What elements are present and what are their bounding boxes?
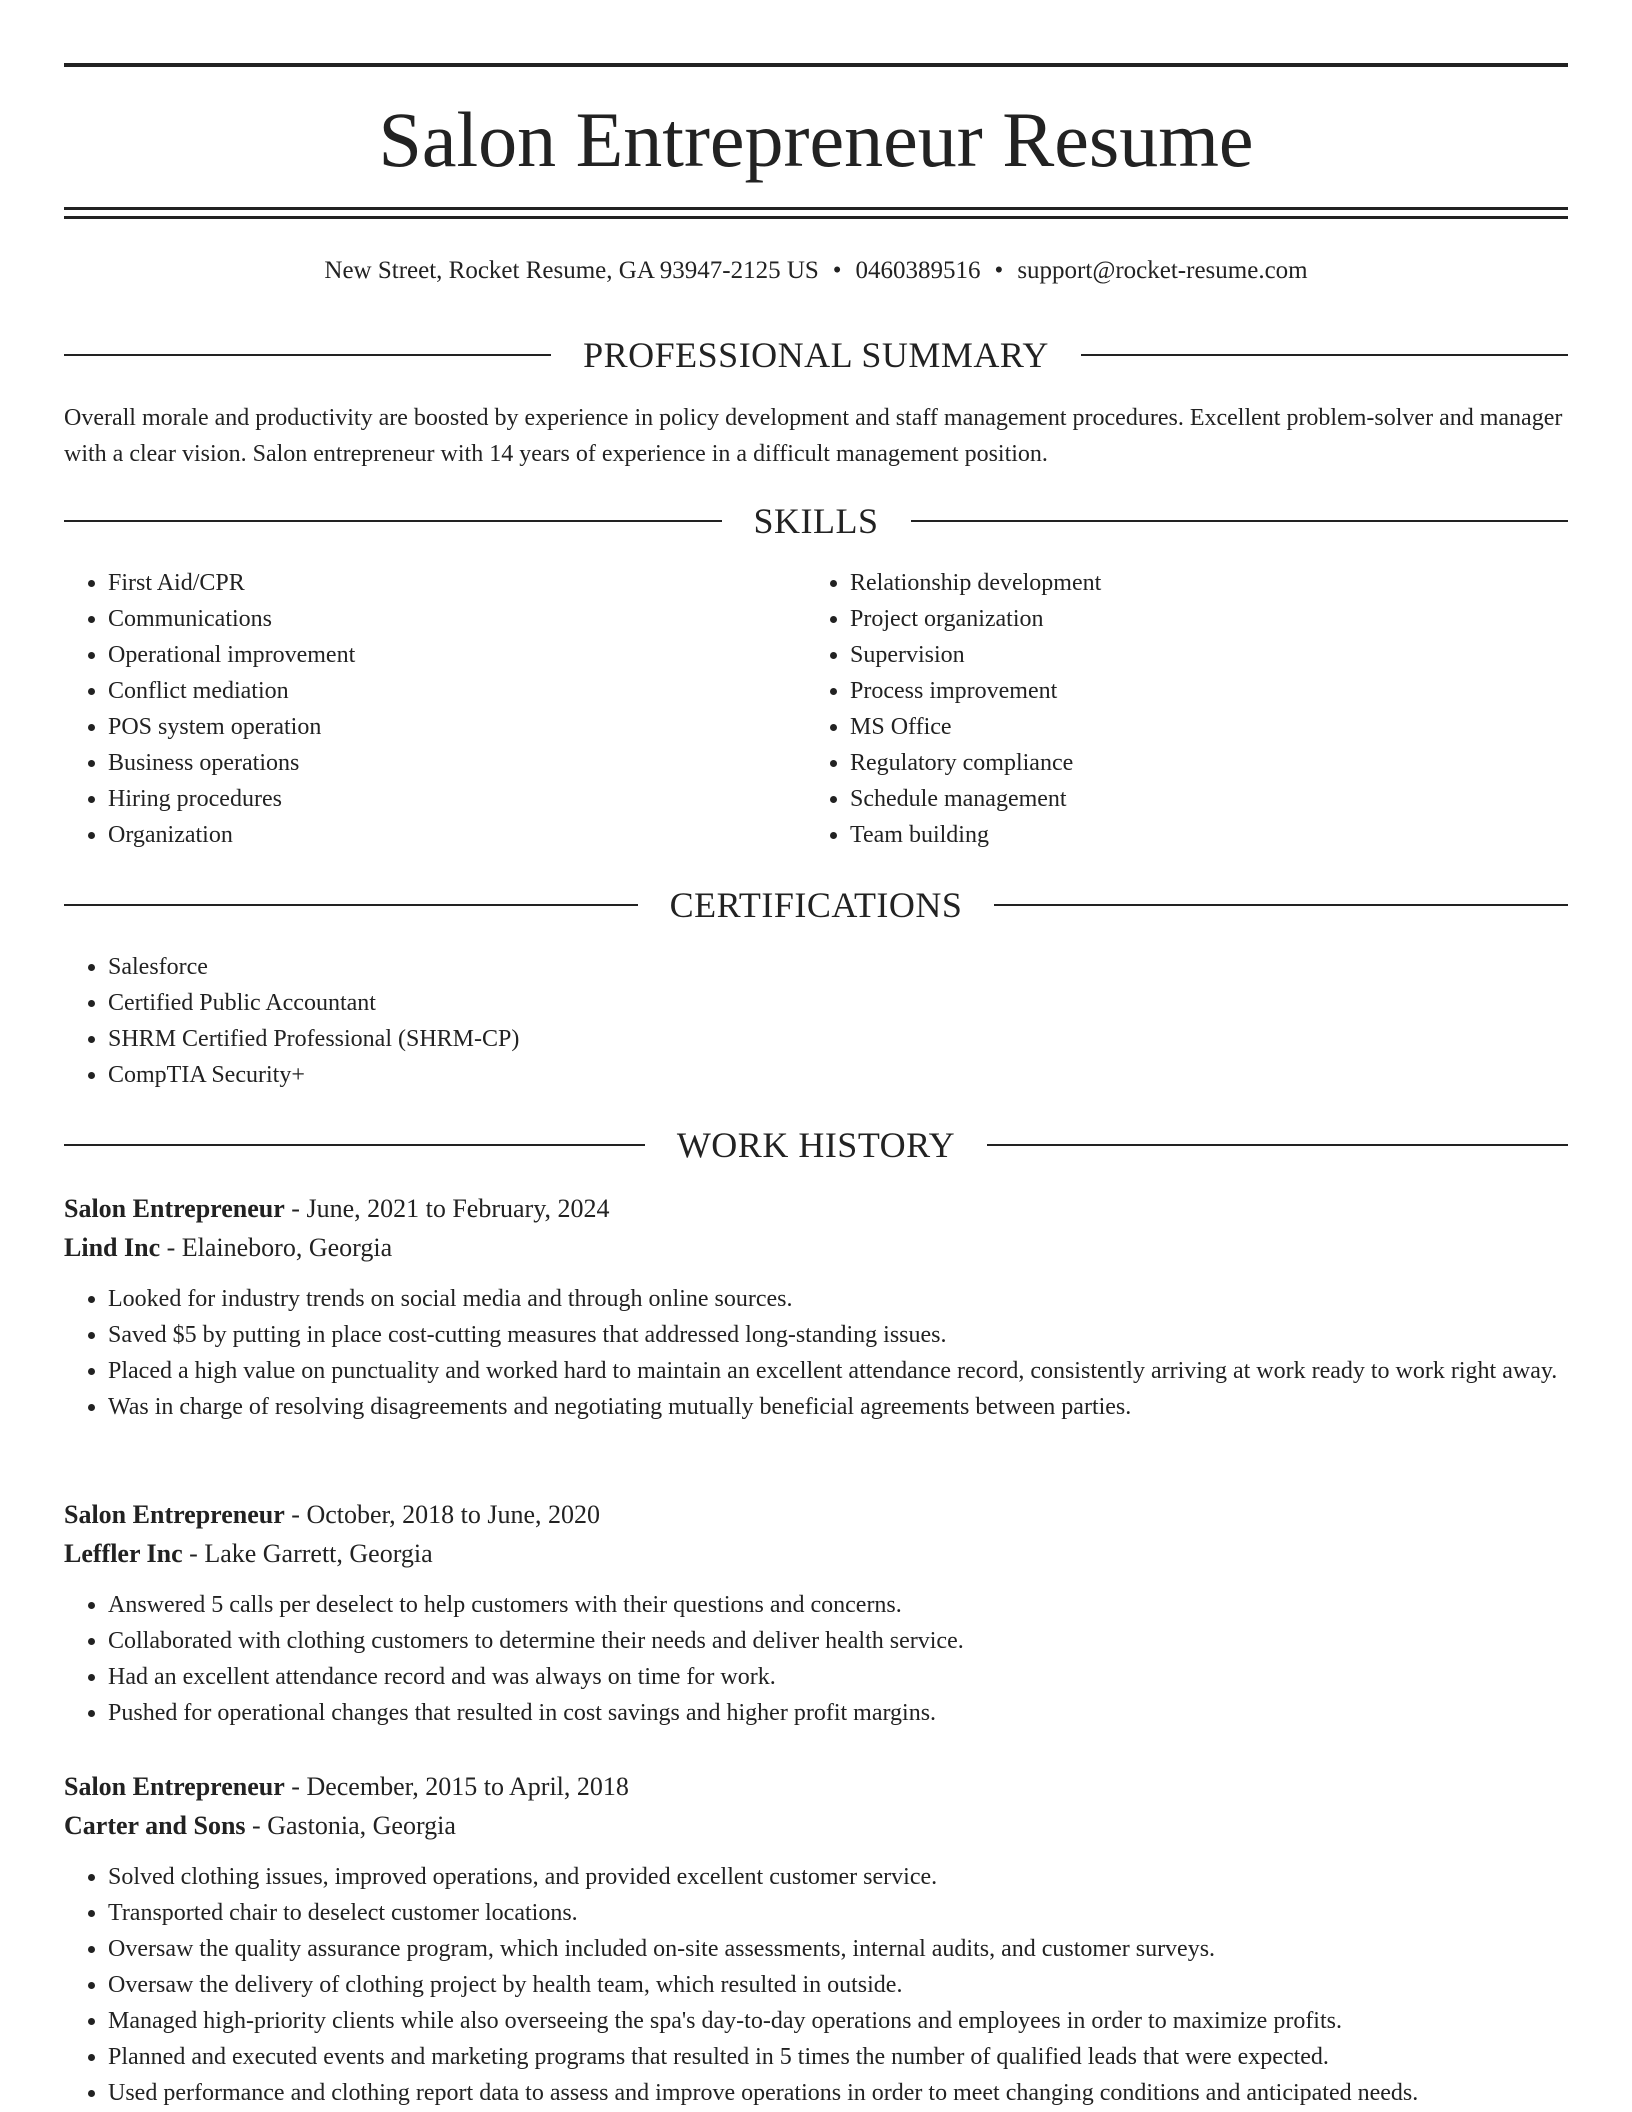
contact-phone: 0460389516 <box>855 257 981 284</box>
contact-email: support@rocket-resume.com <box>1017 257 1308 284</box>
job-company: Leffler Inc <box>64 1539 183 1568</box>
skill-item: • Process improvement <box>850 673 1566 709</box>
job-company-line <box>64 1806 1568 1845</box>
job-bullet: • Transported chair to deselect customer locations. <box>108 1895 1568 1931</box>
job-company: Carter and Sons <box>64 1811 246 1840</box>
job-bullet: • Was in charge of resolving disagreements and negotiating mutually beneficial agreements between parties. <box>108 1389 1568 1425</box>
skill-item: • Business operations <box>108 745 764 781</box>
certification-item: • Salesforce <box>108 949 1568 985</box>
skills-heading <box>64 499 1568 543</box>
job-bullet: • Oversaw the delivery of clothing project by health team, which resulted in outside. <box>108 1967 1568 2003</box>
heading-rule-right <box>987 1144 1568 1146</box>
job-bullet: • Used performance and clothing report data to assess and improve operations in order to meet changing conditions and anticipated needs. <box>108 2075 1568 2111</box>
skill-item: • Hiring procedures <box>108 781 764 817</box>
summary-heading <box>64 333 1568 377</box>
work-history-heading <box>64 1123 1568 1167</box>
job-entry <box>64 1189 1568 1425</box>
heading-rule-left <box>64 520 722 522</box>
skills-heading-label: SKILLS <box>753 501 879 541</box>
job-company-line <box>64 1228 1568 1267</box>
work-history-heading-label: WORK HISTORY <box>676 1125 956 1165</box>
resume-title: Salon Entrepreneur Resume <box>378 96 1254 183</box>
heading-rule-right <box>994 904 1568 906</box>
skill-item: • Communications <box>108 601 764 637</box>
job-entry <box>64 1495 1568 1731</box>
job-title: Salon Entrepreneur <box>64 1500 285 1529</box>
heading-rule-left <box>64 904 638 906</box>
certification-item: • Certified Public Accountant <box>108 985 1568 1021</box>
job-company: Lind Inc <box>64 1233 161 1262</box>
job-bullets <box>64 1587 1568 1731</box>
contact-line <box>64 254 1568 288</box>
top-rule <box>64 63 1568 67</box>
contact-separator: • <box>994 257 1004 284</box>
skill-item: • Regulatory compliance <box>850 745 1566 781</box>
job-bullet: • Placed a high value on punctuality and worked hard to maintain an excellent attendance record, consistently arriving at work ready to work right away. <box>108 1353 1568 1389</box>
skill-item: • Supervision <box>850 637 1566 673</box>
job-dates: - June, 2021 to February, 2024 <box>284 1194 610 1223</box>
job-dates: - October, 2018 to June, 2020 <box>284 1500 601 1529</box>
certification-item: • CompTIA Security+ <box>108 1057 1568 1093</box>
contact-address: New Street, Rocket Resume, GA 93947-2125 US <box>324 257 819 284</box>
skill-item: • Operational improvement <box>108 637 764 673</box>
certification-item: • SHRM Certified Professional (SHRM-CP) <box>108 1021 1568 1057</box>
job-company-line <box>64 1534 1568 1573</box>
job-bullet: • Collaborated with clothing customers to determine their needs and deliver health service. <box>108 1623 1568 1659</box>
skill-item: • Schedule management <box>850 781 1566 817</box>
heading-rule-left <box>64 354 551 356</box>
job-bullet: • Oversaw the quality assurance program, which included on-site assessments, internal audits, and customer surveys. <box>108 1931 1568 1967</box>
summary-heading-label: PROFESSIONAL SUMMARY <box>583 335 1049 375</box>
skills-column-right <box>806 565 1566 853</box>
job-bullets <box>64 1859 1568 2111</box>
skill-item: • POS system operation <box>108 709 764 745</box>
job-dates: - December, 2015 to April, 2018 <box>284 1772 629 1801</box>
contact-separator: • <box>832 257 842 284</box>
heading-rule-right <box>911 520 1569 522</box>
skill-item: • Conflict mediation <box>108 673 764 709</box>
job-location: - Gastonia, Georgia <box>245 1811 456 1840</box>
job-role-line <box>64 1767 1568 1806</box>
job-bullet: • Saved $5 by putting in place cost-cutting measures that addressed long-standing issues. <box>108 1317 1568 1353</box>
title-rule-upper <box>64 207 1568 210</box>
heading-rule-left <box>64 1144 645 1146</box>
skill-item: • Team building <box>850 817 1566 853</box>
skill-item: • First Aid/CPR <box>108 565 764 601</box>
job-bullet: • Pushed for operational changes that resulted in cost savings and higher profit margins. <box>108 1695 1568 1731</box>
job-role-line <box>64 1495 1568 1534</box>
job-bullet: • Solved clothing issues, improved operations, and provided excellent customer service. <box>108 1859 1568 1895</box>
certifications-heading <box>64 883 1568 927</box>
job-title: Salon Entrepreneur <box>64 1772 285 1801</box>
summary-text: Overall morale and productivity are boosted by experience in policy development and staff management procedures. Excellent problem-solver and manager with a clear vision. Salon entrepreneur with 14 years of experience in a difficult management position. <box>64 405 1563 467</box>
job-location: - Lake Garrett, Georgia <box>182 1539 433 1568</box>
skill-item: • Project organization <box>850 601 1566 637</box>
skills-column-left <box>64 565 764 853</box>
job-bullet: • Had an excellent attendance record and was always on time for work. <box>108 1659 1568 1695</box>
job-role-line <box>64 1189 1568 1228</box>
skill-item: • MS Office <box>850 709 1566 745</box>
job-bullet: • Looked for industry trends on social media and through online sources. <box>108 1281 1568 1317</box>
job-bullets <box>64 1281 1568 1425</box>
certifications-heading-label: CERTIFICATIONS <box>669 885 963 925</box>
certifications-list <box>64 949 1568 1093</box>
job-bullet: • Answered 5 calls per deselect to help customers with their questions and concerns. <box>108 1587 1568 1623</box>
job-title: Salon Entrepreneur <box>64 1194 285 1223</box>
job-entry <box>64 1767 1568 2111</box>
job-bullet: • Managed high-priority clients while also overseeing the spa's day-to-day operations and employees in order to maximize profits. <box>108 2003 1568 2039</box>
heading-rule-right <box>1081 354 1568 356</box>
job-location: - Elaineboro, Georgia <box>160 1233 393 1262</box>
title-rule-lower <box>64 216 1568 219</box>
skill-item: • Organization <box>108 817 764 853</box>
skill-item: • Relationship development <box>850 565 1566 601</box>
job-bullet: • Planned and executed events and marketing programs that resulted in 5 times the number of qualified leads that were expected. <box>108 2039 1568 2075</box>
